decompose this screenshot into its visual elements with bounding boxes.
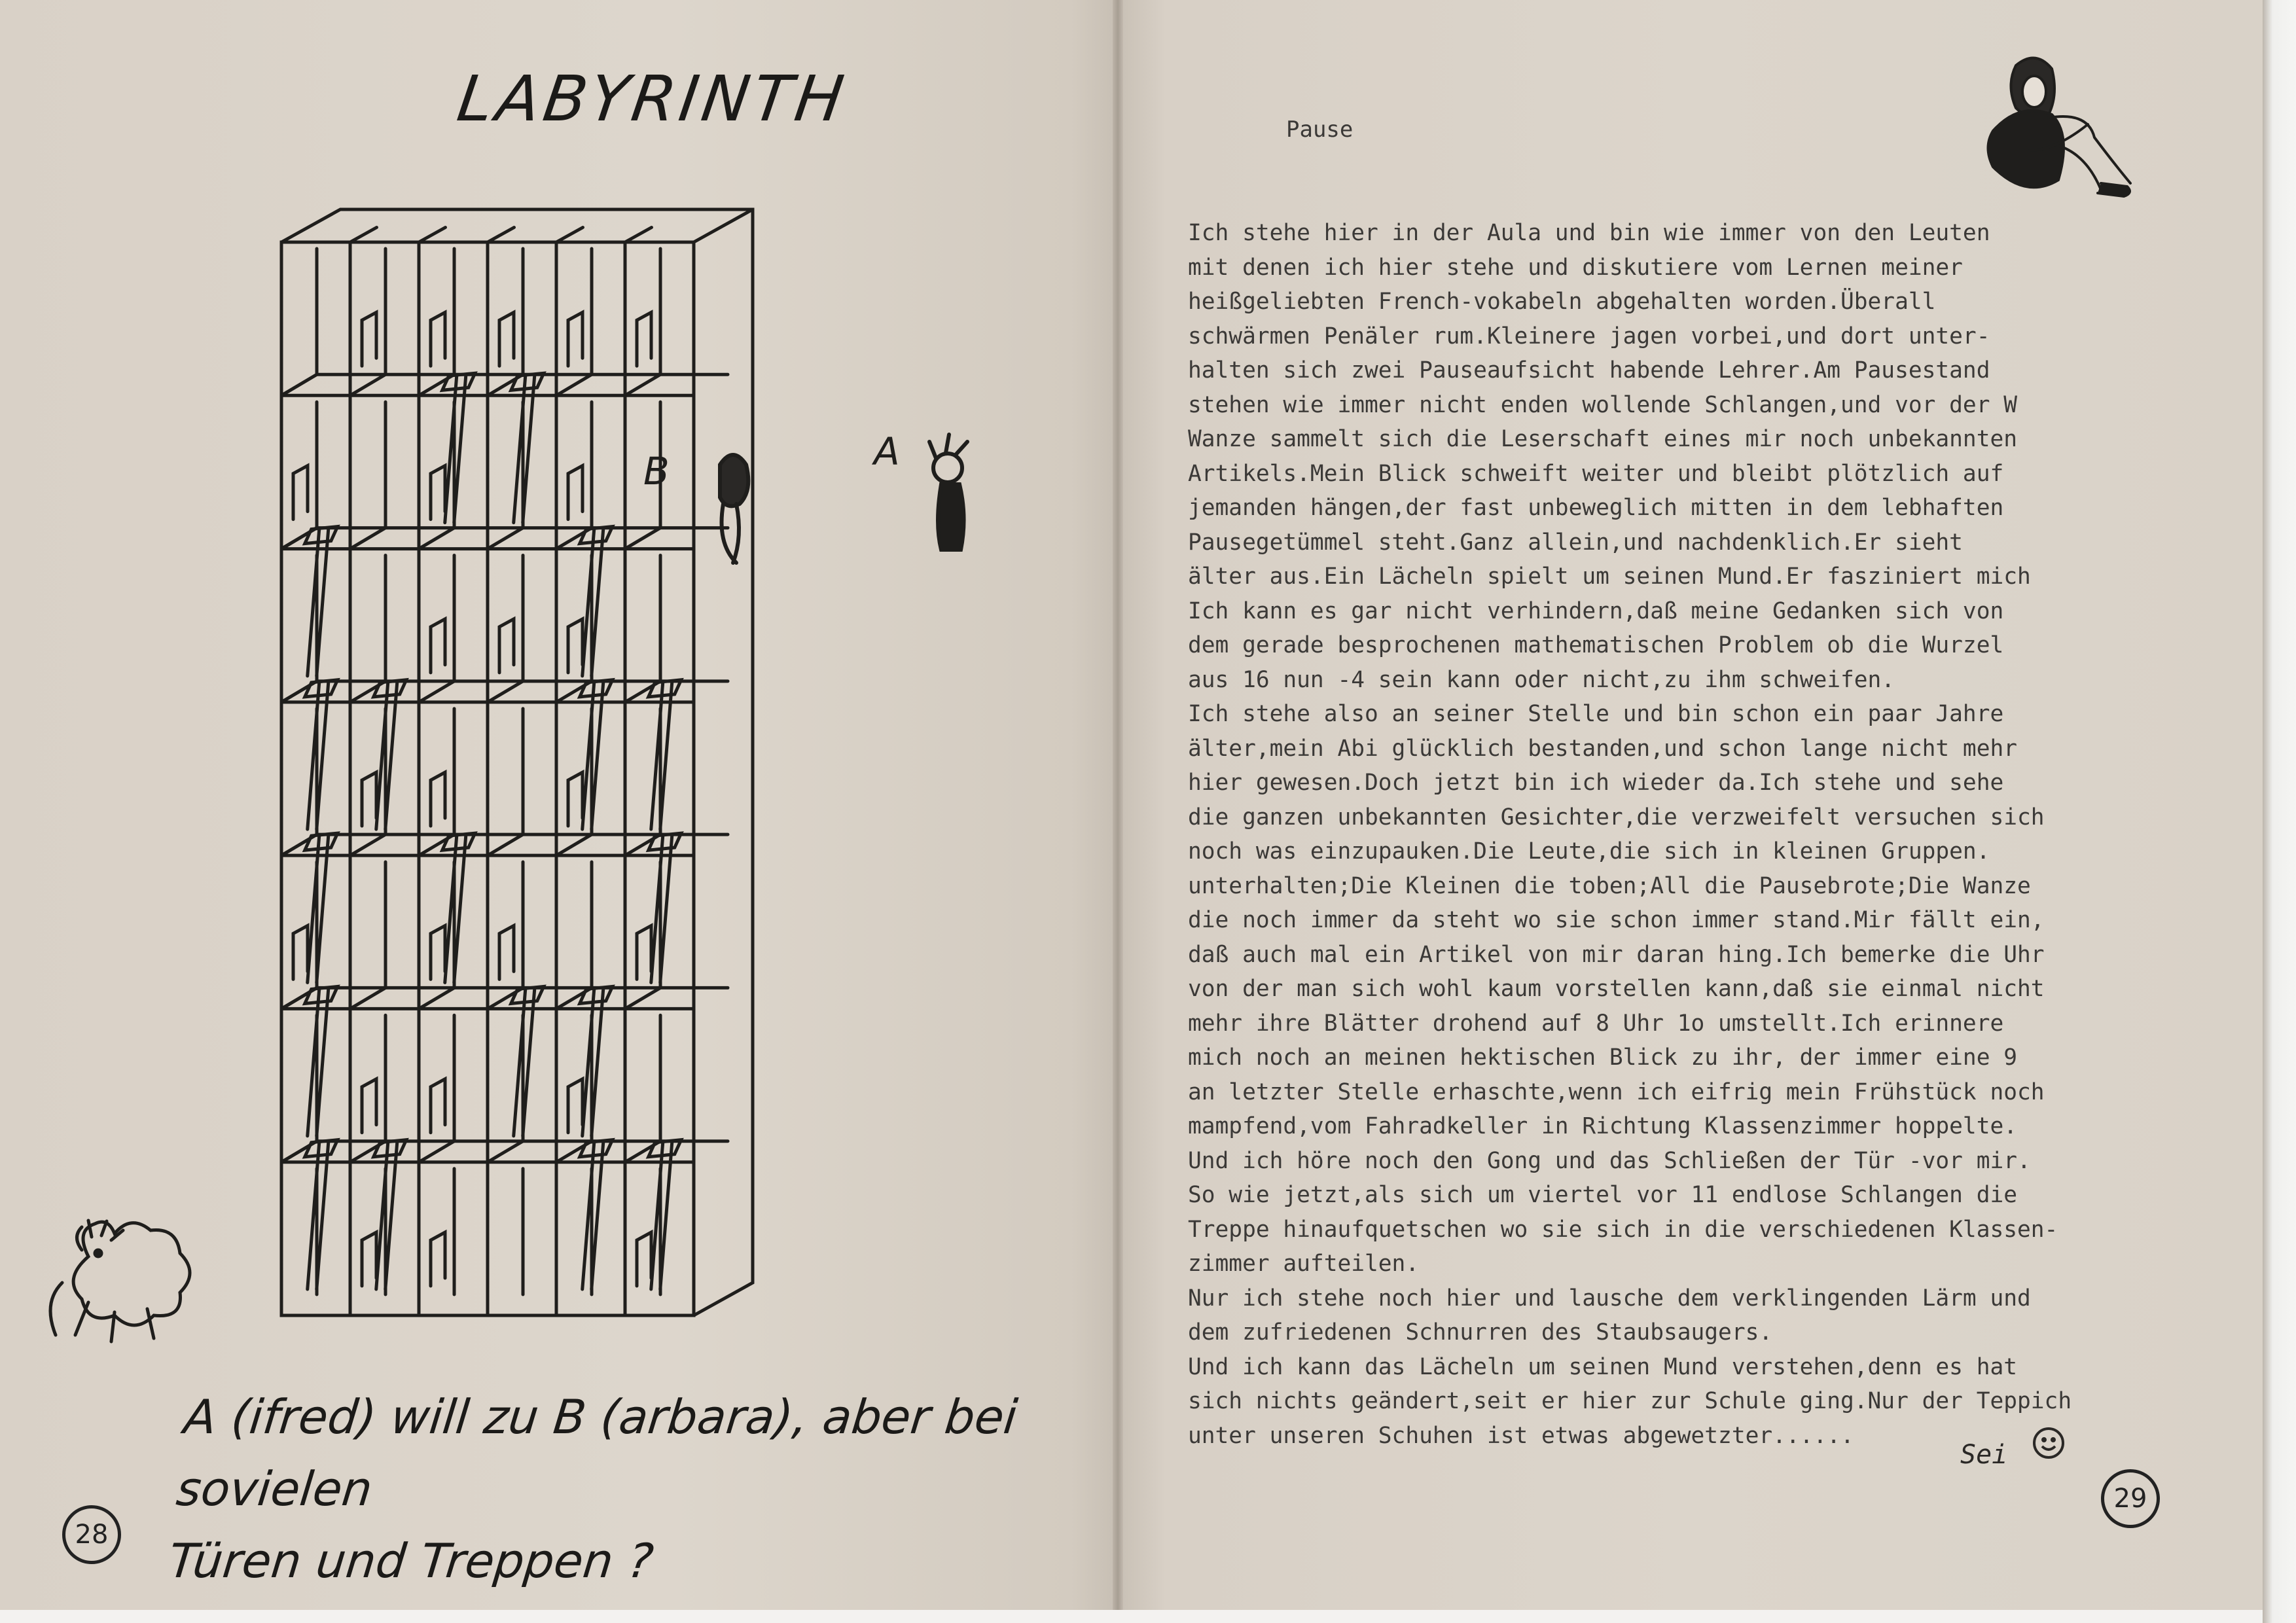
story-line: unterhalten;Die Kleinen die toben;All die Pausebrote;Die Wanze bbox=[1188, 872, 2031, 899]
maze-door bbox=[431, 1232, 445, 1286]
story-line: Nur ich stehe noch hier und lausche dem verklingenden Lärm und bbox=[1188, 1285, 2031, 1311]
story-line: älter,mein Abi glücklich bestanden,und schon lange nicht mehr bbox=[1188, 735, 2018, 762]
story-line: schwärmen Penäler rum.Kleinere jagen vorbei,und dort unter- bbox=[1188, 323, 1990, 349]
signature: Sei bbox=[1960, 1440, 2008, 1470]
label-b: B bbox=[643, 449, 670, 493]
maze-door bbox=[362, 1079, 376, 1133]
story-line: stehen wie immer nicht enden wollende Schlangen,und vor der W bbox=[1188, 391, 2018, 418]
figure-a-person bbox=[929, 435, 967, 550]
story-line: mit denen ich hier stehe und diskutiere vom Lernen meiner bbox=[1188, 254, 1963, 281]
story-line: Ich stehe also an seiner Stelle und bin schon ein paar Jahre bbox=[1188, 701, 2004, 727]
story-line: dem gerade besprochenen mathematischen Problem ob die Wurzel bbox=[1188, 632, 2004, 658]
story-line: hier gewesen.Doch jetzt bin ich wieder da.Ich stehe und sehe bbox=[1188, 770, 2004, 796]
maze-door bbox=[499, 619, 514, 673]
maze-floor bbox=[350, 374, 386, 395]
story-line: Treppe hinaufquetschen wo sie sich in die verschiedenen Klassen- bbox=[1188, 1216, 2058, 1243]
maze-door bbox=[637, 925, 651, 979]
maze-floor bbox=[488, 528, 523, 549]
maze-door bbox=[568, 466, 583, 520]
page-number-left: 28 bbox=[62, 1505, 121, 1564]
caption-line-2: Türen und Treppen ? bbox=[166, 1533, 656, 1588]
maze-door bbox=[568, 1079, 583, 1133]
story-line: Ich stehe hier in der Aula und bin wie immer von den Leuten bbox=[1188, 220, 1990, 246]
story-line: von der man sich wohl kaum vorstellen kann,daß sie einmal nicht bbox=[1188, 976, 2045, 1002]
maze-wall bbox=[556, 228, 583, 243]
story-line: Ich kann es gar nicht verhindern,daß meine Gedanken sich von bbox=[1188, 597, 2004, 624]
labyrinth-title: LABYRINTH bbox=[453, 62, 852, 135]
maze-floor bbox=[350, 528, 386, 549]
story-line: mehr ihre Blätter drohend auf 8 Uhr 1o umstellt.Ich erinnere bbox=[1188, 1010, 2004, 1037]
maze-floor bbox=[625, 528, 660, 549]
maze-door bbox=[637, 312, 651, 366]
story-line: Und ich höre noch den Gong und das Schließen der Tür -vor mir. bbox=[1188, 1147, 2031, 1174]
labyrinth-shelf-drawing bbox=[262, 190, 1047, 1368]
story-line: jemanden hängen,der fast unbeweglich mitten in dem lebhaften bbox=[1188, 495, 2004, 521]
maze-door bbox=[431, 466, 445, 520]
maze-floor bbox=[419, 988, 454, 1008]
maze-door bbox=[568, 619, 583, 673]
caption bbox=[166, 1381, 1105, 1597]
book-gutter bbox=[1113, 0, 1123, 1610]
story-line: daß auch mal ein Artikel von mir daran hing.Ich bemerke die Uhr bbox=[1188, 941, 2045, 968]
maze-floor bbox=[350, 834, 386, 855]
figure-b-person bbox=[720, 455, 748, 563]
maze-floor bbox=[488, 1141, 523, 1162]
maze-floor bbox=[281, 374, 317, 395]
story-line: dem zufriedenen Schnurren des Staubsaugers. bbox=[1188, 1319, 1773, 1346]
story-line: So wie jetzt,als sich um viertel vor 11 endlose Schlangen die bbox=[1188, 1182, 2018, 1208]
caption-line-1: A (ifred) will zu B (arbara), aber bei sovielen bbox=[173, 1389, 1020, 1516]
maze-floor bbox=[556, 834, 592, 855]
story-body bbox=[1188, 216, 2144, 1453]
maze-floor bbox=[419, 681, 454, 702]
maze-floor bbox=[488, 834, 523, 855]
maze-floor bbox=[488, 681, 523, 702]
story-line: halten sich zwei Pauseaufsicht habende Lehrer.Am Pausestand bbox=[1188, 357, 1990, 383]
maze-door bbox=[568, 772, 583, 826]
story-line: mich noch an meinen hektischen Blick zu ihr, der immer eine 9 bbox=[1188, 1044, 2018, 1071]
maze-floor bbox=[556, 374, 592, 395]
story-line: die ganzen unbekannten Gesichter,die verzweifelt versuchen sich bbox=[1188, 804, 2045, 830]
page-number-right: 29 bbox=[2101, 1469, 2160, 1528]
story-line: Wanze sammelt sich die Leserschaft eines mir noch unbekannten bbox=[1188, 426, 2018, 452]
story-line: zimmer aufteilen. bbox=[1188, 1251, 1420, 1277]
sitting-girl-illustration bbox=[1970, 52, 2140, 209]
maze-floor bbox=[625, 988, 660, 1008]
story-title: Pause bbox=[1286, 116, 1354, 143]
maze-wall bbox=[488, 228, 514, 243]
story-line: Artikels.Mein Blick schweift weiter und bleibt plötzlich auf bbox=[1188, 460, 2004, 487]
maze-door bbox=[431, 619, 445, 673]
maze-wall bbox=[625, 228, 652, 243]
story-line: Pausegetümmel steht.Ganz allein,und nachdenklich.Er sieht bbox=[1188, 529, 1963, 556]
maze-floor bbox=[419, 1141, 454, 1162]
maze-door bbox=[637, 1232, 651, 1286]
story-line: aus 16 nun -4 sein kann oder nicht,zu ihm schweifen. bbox=[1188, 666, 1895, 693]
maze-wall bbox=[350, 228, 377, 243]
smiley-icon bbox=[2029, 1423, 2068, 1463]
maze-floor bbox=[350, 988, 386, 1008]
maze-door bbox=[362, 1232, 376, 1286]
maze-door bbox=[499, 312, 514, 366]
maze-door bbox=[431, 1079, 445, 1133]
maze-edge bbox=[694, 209, 753, 242]
maze-floor bbox=[625, 374, 660, 395]
maze-floor bbox=[419, 528, 454, 549]
maze-door bbox=[431, 772, 445, 826]
story-line: mampfend,vom Fahradkeller in Richtung Klassenzimmer hoppelte. bbox=[1188, 1113, 2018, 1139]
maze-door bbox=[431, 925, 445, 979]
maze-wall bbox=[419, 228, 446, 243]
sheep-doodle bbox=[36, 1204, 206, 1355]
story-line: die noch immer da steht wo sie schon immer stand.Mir fällt ein, bbox=[1188, 907, 2045, 933]
story-line: heißgeliebten French-vokabeln abgehalten worden.Überall bbox=[1188, 289, 1936, 315]
maze-door bbox=[568, 312, 583, 366]
story-line: unter unseren Schuhen ist etwas abgewetzter...... bbox=[1188, 1422, 1854, 1449]
story-line: noch was einzupauken.Die Leute,die sich in kleinen Gruppen. bbox=[1188, 838, 1990, 865]
maze-door bbox=[499, 925, 514, 979]
maze-door bbox=[431, 312, 445, 366]
maze-door bbox=[293, 925, 308, 979]
label-a: A bbox=[874, 429, 900, 474]
maze-door bbox=[293, 466, 308, 520]
story-line: sich nichts geändert,seit er hier zur Schule ging.Nur der Teppich bbox=[1188, 1388, 2072, 1414]
maze-door bbox=[362, 312, 376, 366]
story-line: Und ich kann das Lächeln um seinen Mund verstehen,denn es hat bbox=[1188, 1353, 2018, 1380]
page-edge bbox=[2263, 0, 2296, 1623]
story-line: an letzter Stelle erhaschte,wenn ich eifrig mein Frühstück noch bbox=[1188, 1079, 2045, 1105]
maze-door bbox=[362, 772, 376, 826]
story-line: älter aus.Ein Lächeln spielt um seinen Mund.Er fasziniert mich bbox=[1188, 563, 2031, 590]
